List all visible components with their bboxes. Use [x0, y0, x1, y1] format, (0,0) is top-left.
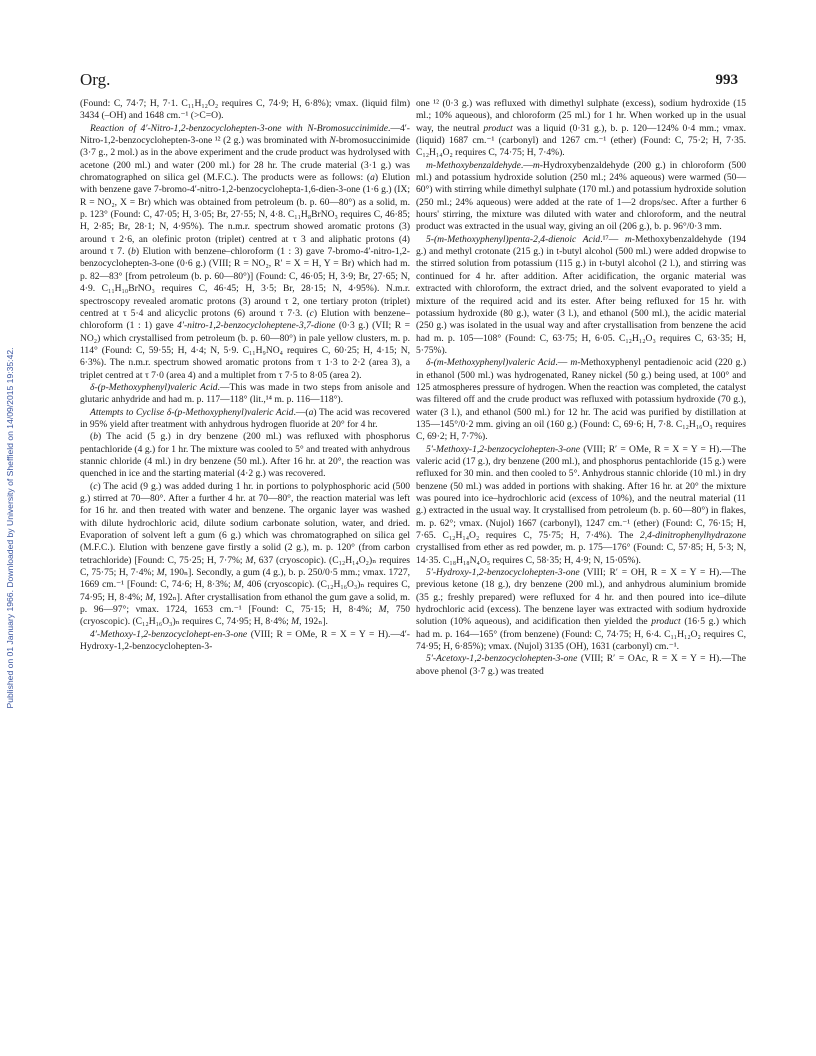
download-notice — [1, 0, 19, 1056]
italic-text: 5′-Methoxy-1,2-benzocyclohepten-3-one — [426, 443, 580, 455]
text-run: , 190ₙ]. Secondly, a gum (4 g.), b. p. 250/0·5 mm.; νmax. 1727, 1669 cm.⁻¹ [Found: C, 74·6; H, 8·3%; — [80, 567, 410, 591]
italic-text: M — [233, 579, 242, 591]
italic-text: Reaction of 4′-Nitro-1,2-benzocyclohepten-3-one with N-Bromosuccinimide — [90, 122, 389, 134]
paragraph — [416, 567, 746, 653]
text-run: ) Elution with benzene–chloroform (1 : 3) gave 7-bromo-4′-nitro-1,2-benzocyclohepten-3-one (0·6 g.) (VIII; R = NO₂, R′ = X = H, Y = Br) which had m. p. 82—83° [from petroleum (b. p. 60—80°)] (Found: C, 46·05; H, 3·9; Br, 27·65; N, 4·9. C₁₁H₁₀BrNO₃ requires C, 46·45; H, 3·5; Br, 28·15; N, 4·95%). N.m.r. spectroscopy revealed aromatic protons (3) around τ 2, one tertiary proton (triplet) centred at τ 5·4 and alicyclic protons (6) around τ 7·3. ( — [80, 246, 410, 319]
italic-text: m — [624, 233, 632, 245]
italic-text: a — [308, 406, 314, 418]
text-run: , 192ₙ]. — [299, 616, 328, 628]
text-run: (16·5 g.) which had m. p. 164—165° (from benzene) (Found: C, 74·75; H, 6·4. C₁₁H₁₂O₂ requires C, 74·95; H, 6·85%); νmax. (Nujol) 3135 (OH), 1631 (carbonyl) cm.⁻¹. — [416, 616, 746, 653]
text-run: -Hydroxybenzaldehyde (200 g.) in chloroform (500 ml.) and potassium hydroxide solution (250 ml.; 24% aqueous) were warmed (50—60°) with stirring while dimethyl sulphate (170 ml.) and potassium hydroxide solution (250 ml.; 24% aqueous) were added at the rate of 1—2 drops/sec. After a further 6 hours' stirring, the mixture was diluted with water and chloroform, and the neutral product was extracted in the usual way, giving an oil (206 g.), b. p. 96°/0·3 mm. — [416, 159, 746, 233]
text-run: (VIII; R′ = OMe, R = X = Y = H).—The valeric acid (17 g.), dry benzene (200 ml.), and phosphorus pentachloride (15 g.) were refluxed for 30 min. and then cooled to 5°. Anhydrous stannic chloride (10 ml.) in dry benzene (50 ml.) was added in portions with shaking. After 16 hr. at 20° the mixture was poured into ice–hydrochloric acid (excess of 10%), and the neutral material (11 g.) extracted in the usual way. It crystallised from petroleum (b. p. 60—80°) in flakes, m. p. 62°; νmax. (Nujol) 1667 (carbonyl), 1247 cm.⁻¹ (ether) (Found: C, 76·15; H, 7·65. C₁₂H₁₄O₂ requires C, 75·75; H, 7·4%). The — [416, 443, 746, 542]
italic-text: m-Methoxybenzaldehyde — [426, 159, 521, 171]
text-run: , 637 (cryoscopic). (C₁₂H₁₄O₂)ₙ requires C, 75·75; H, 7·4%; — [80, 554, 410, 579]
text-run: -Methoxyphenyl pentadienoic acid (220 g.) in ethanol (500 ml.) was hydrogenated, Raney nickel (50 g.) being used, at 100° and 125 atmospheres pressure of hydrogen. When the reaction was completed, the catalyst was filtered off and the crude product was refluxed with potassium hydroxide (70 g.), water (3 l.), and ethanol (500 ml.) for 12 hr. The acid was purified by distillation at 135—145°/0·2 mm. giving an oil (160 g.) (Found: C, 69·6; H, 7·8. C₁₂H₁₆O₃ requires C, 69·2; H, 7·7%). — [416, 357, 746, 443]
text-run: ) Elution with benzene–chloroform (1 : 1) gave — [80, 307, 410, 332]
italic-text: 4′-Methoxy-1,2-benzocyclohept-en-3-one — [90, 628, 248, 640]
text-run: one ¹² (0·3 g.) was refluxed with dimethyl sulphate (excess), sodium hydroxide (15 ml.; 10% aqueous), and chloroform (25 ml.) for 1 hr. When worked up in the usual way, the neutral — [416, 98, 746, 134]
text-run: .— — [555, 357, 571, 369]
text-run: (0·3 g.) (VII; R = NO₂) which crystallised from petroleum (b. p. 60—80°) in pale yellow clusters, m. p. 114° (Found: C, 59·55; H, 4·4; N, 5·9. C₁₁H₉NO₄ requires C, 60·25; H, 4·15; N, 6·3%). The n.m.r. spectrum showed aromatic protons from τ 1·3 to 2·2 (area 3), a triplet centred at τ 7·0 (area 4) and a multiplet from τ 7·5 to 8·05 (area 2). — [80, 320, 410, 381]
paragraph — [80, 481, 410, 629]
italic-text: M — [291, 616, 300, 628]
text-run: ) The acid (5 g.) in dry benzene (200 ml.) was refluxed with phosphorus pentachloride (4 g.) for 1 hr. The mixture was cooled to 5° and treated with anhydrous stannic chloride (4 ml.) in dry benzene (50 ml.). After 16 hr. at 20°, the reaction was quenched in ice and the starting material (4·2 g.) was recovered. — [80, 431, 410, 480]
text-run: -Methoxybenzaldehyde (194 g.) and methyl crotonate (215 g.) in t-butyl alcohol (500 ml.) were added dropwise to the stirred solution from potassium (115 g.) in t-butyl alcohol (2 l.), and stirring was continued for 4 hr. after addition. After acidification, the organic material was extracted with chloroform, the extract dried, and the solvent evaporated to yield a mixture of the required acid and its ester. After being refluxed for 15 hr. with potassium hydroxide (80 g.), water (3 l.), and ethanol (500 ml.), the acidic material (250 g.) was isolated in the usual way and after crystallisation from benzene the acid had m. p. 105—108° (Found: C, 63·75; H, 6·05. C₁₂H₁₂O₃ requires C, 63·35; H, 5·75%). — [416, 233, 746, 356]
text-run: ) Elution with benzene gave 7-bromo-4′-nitro-1,2-benzocyclohepta-1,6-dien-3-one (1·6 g.) (IX; R = NO₂, X = Br) which was obtained from petroleum (b. p. 60—80°) as a solid, m. p. 123° (Found: C, 47·05; H, 3·05; Br, 27·55; N, 4·8. C₁₁H₈BrNO₃ requires C, 46·85; H, 2·85; Br, 28·1; N, 4·95%). The n.m.r. spectrum showed aromatic protons (3) around τ 2·6, an olefinic proton (triplet) centred at τ 3 and aliphatic protons (4) around τ 7. ( — [80, 172, 410, 258]
italic-text: b — [93, 431, 98, 443]
download-notice-text: Published on 01 January 1966. Downloaded by University of Sheffield on 14/09/2015 19:35:42. — [5, 347, 15, 709]
paragraph — [416, 653, 746, 678]
italic-text: m — [570, 357, 578, 369]
paragraph — [80, 123, 410, 382]
italic-text: 5′-Hydroxy-1,2-benzocyclohepten-3-one — [426, 567, 580, 579]
left-text-column — [80, 98, 410, 653]
paragraph — [80, 382, 410, 407]
italic-text: M — [145, 591, 154, 603]
italic-text: b — [131, 246, 136, 258]
right-text-column — [416, 98, 746, 678]
text-run: ( — [90, 480, 94, 492]
italic-text: N — [329, 135, 336, 147]
italic-text: δ-(m-Methoxyphenyl)valeric Acid — [426, 357, 556, 369]
paragraph — [80, 407, 410, 432]
text-run: (VIII; R′ = OH, R = X = Y = H).—The previous ketone (18 g.), dry benzene (200 ml.), and anhydrous aluminium bromide (35 g.; freshly prepared) were refluxed for 4 hr. and then poured into ice–dilute hydrochloric acid (excess). The benzene layer was extracted with sodium hydroxide solution (10% aqueous), and acidification then yielded the — [416, 567, 746, 628]
paragraph — [416, 444, 746, 567]
paragraph — [416, 234, 746, 357]
italic-text: product — [651, 616, 681, 628]
text-run: (VIII; R = OMe, R = X = Y = H).—4′-Hydroxy-1,2-benzocyclohepten-3- — [80, 628, 410, 653]
italic-text: a — [370, 172, 375, 184]
italic-text: δ-(p-Methoxyphenyl)valeric Acid — [90, 381, 218, 393]
paragraph — [416, 357, 746, 443]
text-run: .¹⁷— — [600, 233, 625, 245]
paragraph — [80, 431, 410, 480]
italic-text: 2,4-dinitrophenylhydrazone — [640, 530, 746, 542]
text-run: crystallised from ether as red powder, m. p. 175—176° (Found: C, 57·85; H, 5·3; N, 14·35. C₁₈H₁₈N₄O₅ requires C, 58·35; H, 4·9; N, 15·05%). — [416, 542, 746, 566]
text-run: .—This was made in two steps from anisole and glutaric anhydride and had m. p. 117—118° (lit.,¹⁴ m. p. 116—118°). — [80, 381, 410, 406]
text-run: (VIII; R′ = OAc, R = X = Y = H).—The above phenol (3·7 g.) was treated — [416, 653, 746, 677]
italic-text: M — [245, 554, 254, 566]
italic-text: M — [378, 604, 387, 616]
text-run: ) The acid was recovered in 95% yield after treatment with anhydrous hydrogen fluoride at 20° for 4 hr. — [80, 406, 410, 430]
text-run: (Found: C, 74·7; H, 7·1. C₁₁H₁₂O₂ requires C, 74·9; H, 6·8%); νmax. (liquid film) 3434 (–OH) and 1648 cm.⁻¹ (>C=O). — [80, 98, 410, 122]
paragraph — [80, 98, 410, 123]
italic-text: c — [309, 307, 314, 319]
italic-text: 5′-Acetoxy-1,2-benzocyclohepten-3-one — [426, 653, 578, 665]
italic-text: m — [532, 159, 540, 171]
paragraph — [80, 629, 410, 654]
italic-text: M — [156, 567, 165, 579]
text-run: , 750 (cryoscopic). (C₁₂H₁₆O₃)ₙ requires C, 74·95; H, 8·4%; — [80, 604, 411, 628]
paragraph — [416, 98, 746, 160]
italic-text: c — [93, 480, 98, 492]
paragraph — [416, 160, 746, 234]
text-run: was a liquid (0·31 g.), b. p. 120—124% 0·4 mm.; νmax. (liquid) 1687 cm.⁻¹ (carbonyl) and 1267 cm.⁻¹ (ether) (Found: C, 75·2; H, 7·35. C₁₂H₁₄O₂ requires C, 74·75; H, 7·4%). — [416, 122, 746, 159]
italic-text: 5-(m-Methoxyphenyl)penta-2,4-dienoic Acid — [426, 233, 601, 245]
text-run: -bromosuccinimide (3·7 g., 2 mol.) as in the above experiment and the crude product was hydrolysed with acetone (200 ml.) and water (200 ml.) for 28 hr. The crude material (3·1 g.) was chromatographed on silica gel (M.F.C.). The products were as follows: ( — [80, 135, 410, 184]
text-run: ) The acid (9 g.) was added during 1 hr. in portions to polyphosphoric acid (500 g.) stirred at 70—80°. After a further 4 hr. at 70—80°, the reaction material was left for 16 hr. and then treated with water and benzene. The organic layer was washed with dilute hydrochloric acid, dilute sodium carbonate solution, water, and dried. Evaporation of solvent left a gum (6 g.) which was chromatographed on silica gel (M.F.C.). Elution with benzene gave firstly a solid (2 g.), m. p. 120° (from carbon tetrachloride) [Found: C, 75·25; H, 7·7%; — [80, 480, 410, 566]
text-run: , 192ₙ]. After crystallisation from ethanol the gum gave a solid, m. p. 96—97°; νmax. 1724, 1653 cm.⁻¹ [Found: C, 75·15; H, 8·4%; — [80, 591, 410, 616]
italic-text: 4′-nitro-1,2-benzocycloheptene-3,7-dione — [177, 320, 336, 332]
journal-header: Org. — [80, 70, 111, 89]
text-run: .—( — [293, 406, 309, 418]
italic-text: Attempts to Cyclise δ-(p-Methoxyphenyl)valeric Acid — [90, 406, 294, 418]
page-number: 993 — [715, 72, 738, 88]
text-run: .—4′-Nitro-1,2-benzocyclohepten-3-one ¹² (2 g.) was brominated with — [80, 122, 410, 147]
text-run: , 406 (cryoscopic). (C₁₂H₁₆O₃)ₙ requires C, 74·95; H, 8·4%; — [80, 579, 410, 603]
italic-text: product — [483, 122, 513, 134]
text-run: .— — [520, 159, 533, 171]
text-run: ( — [90, 431, 94, 443]
